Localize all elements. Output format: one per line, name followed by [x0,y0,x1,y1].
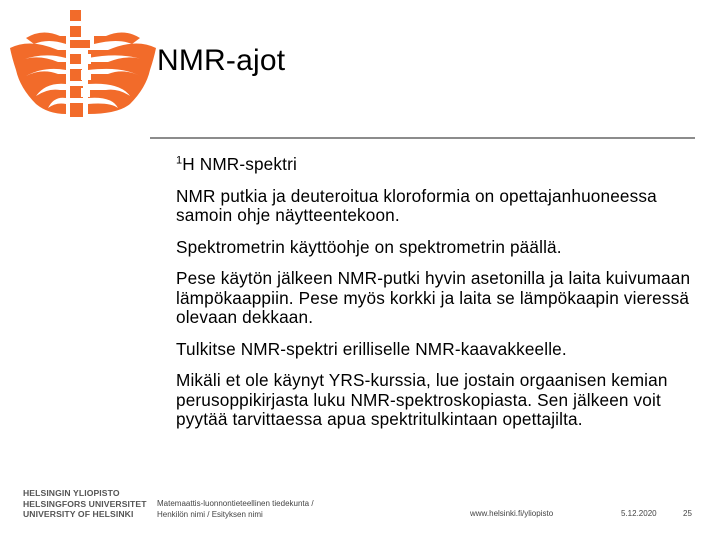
university-name-sv: HELSINGFORS UNIVERSITET [23,498,147,509]
slide-body [176,155,706,442]
title-divider [150,137,695,139]
footer-faculty: Matemaattis-luonnontieteellinen tiedekunta / [157,499,314,508]
footer-presentation: Henkilön nimi / Esityksen nimi [157,509,263,519]
paragraph-reading: Mikäli et ole käynyt YRS-kurssia, lue jostain orgaanisen kemian perusoppikirjasta luku NMR-spektroskopiasta. Sen jälkeen voit pyytää tarvittaessa apua spektritulkintaan opettajilta. [176,370,668,429]
paragraph-materials: NMR putkia ja deuteroitua kloroformia on opettajanhuoneessa samoin ohje näytteentekoon. [176,185,657,225]
superscript-mass-number: 1 [176,154,183,167]
university-name-fi: HELSINGIN YLIOPISTO [23,488,120,498]
page-number: 25 [683,509,692,518]
page-title: NMR-ajot [157,44,286,77]
paragraph-interpret: Tulkitse NMR-spektri erilliselle NMR-kaavakkeelle. [176,338,567,359]
paragraph-h-nmr [176,155,706,175]
university-name-en: UNIVERSITY OF HELSINKI [23,509,134,519]
paragraph-manual: Spektrometrin käyttöohje on spektrometrin päällä. [176,236,562,257]
university-logo [8,4,158,128]
university-wordmark [23,488,147,520]
paragraph-cleaning: Pese käytön jälkeen NMR-putki hyvin asetonilla ja laita kuivumaan lämpökaappiin. Pese myös korkki ja laita se lämpökaapin vieressä olevaan dekkaan. [176,268,691,327]
footer-author [157,499,314,520]
footer-url: www.helsinki.fi/yliopisto [470,509,554,518]
paragraph-text: H NMR-spektri [182,154,297,174]
footer-date: 5.12.2020 [621,509,657,518]
